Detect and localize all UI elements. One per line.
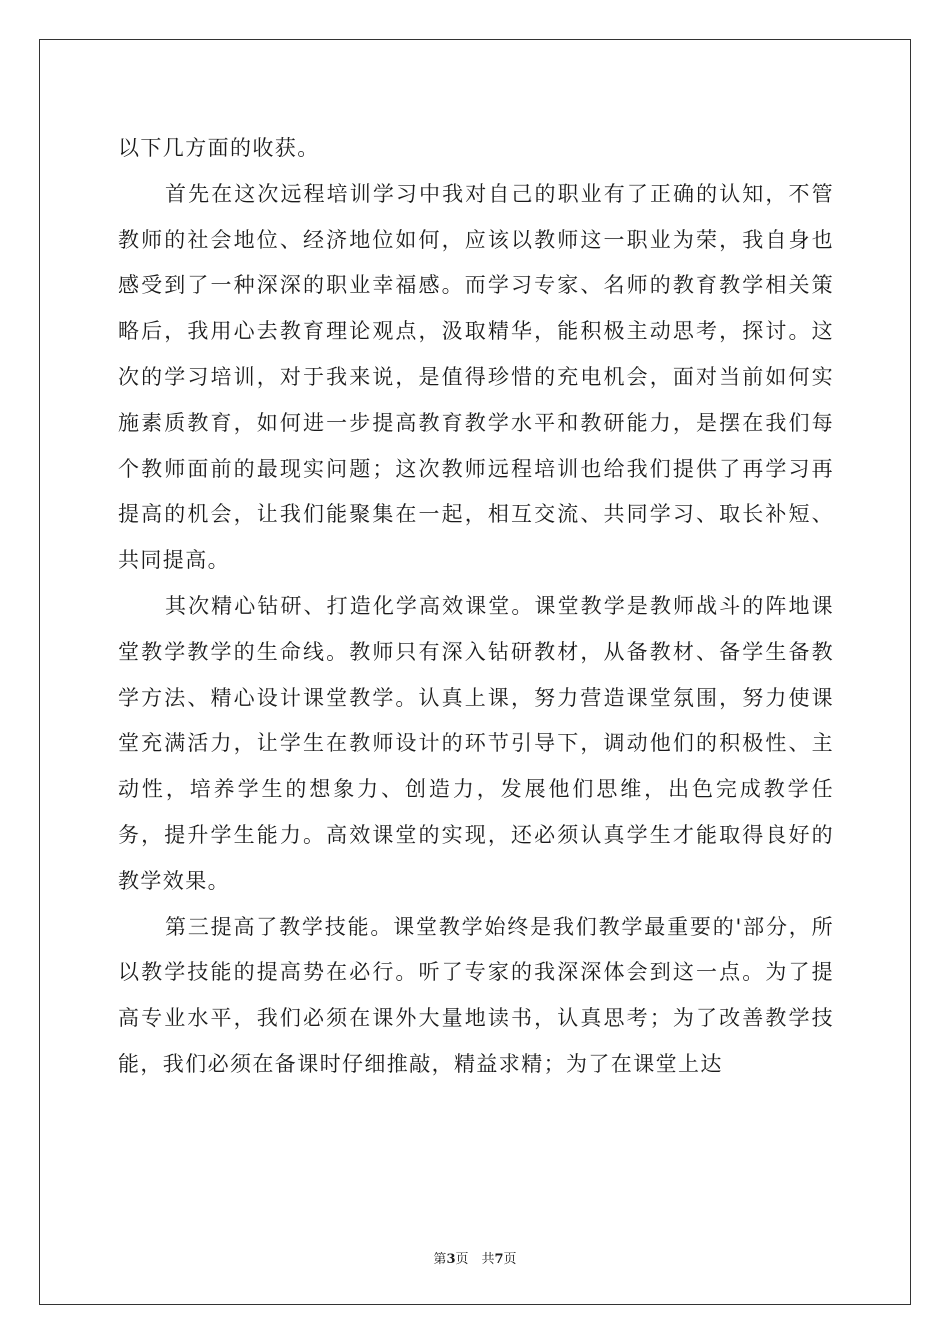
paragraph-3: 其次精心钻研、打造化学高效课堂。课堂教学是教师战斗的阵地课堂教学教学的生命线。教师只有深入钻研教材，从备教材、备学生备教学方法、精心设计课堂教学。认真上课，努力营造课堂氛围，努力使课堂充满活力，让学生在教师设计的环节引导下，调动他们的积极性、主动性，培养学生的想象力、创造力，发展他们思维，出色完成教学任务，提升学生能力。高效课堂的实现，还必须认真学生才能取得良好的教学效果。 (118, 593, 834, 893)
document-body (118, 126, 834, 1088)
page-footer (0, 1248, 950, 1267)
page-number-current: 3 (446, 1252, 456, 1267)
page-number-total: 7 (494, 1252, 504, 1267)
page-number-mid: 页 共 (455, 1252, 495, 1267)
paragraph-4: 第三提高了教学技能。课堂教学始终是我们教学最重要的'部分，所以教学技能的提高势在必行。听了专家的我深深体会到这一点。为了提高专业水平，我们必须在课外大量地读书，认真思考；为了改善教学技能，我们必须在备课时仔细推敲，精益求精；为了在课堂上达 (118, 914, 834, 1076)
page-number-suffix: 页 (503, 1252, 517, 1267)
page-number-prefix: 第 (433, 1252, 447, 1267)
paragraph-1: 以下几方面的收获。 (118, 136, 320, 160)
paragraph-2: 首先在这次远程培训学习中我对自己的职业有了正确的认知，不管教师的社会地位、经济地位如何，应该以教师这一职业为荣，我自身也感受到了一种深深的职业幸福感。而学习专家、名师的教育教学相关策略后，我用心去教育理论观点，汲取精华，能积极主动思考，探讨。这次的学习培训，对于我来说，是值得珍惜的充电机会，面对当前如何实施素质教育，如何进一步提高教育教学水平和教研能力，是摆在我们每个教师面前的最现实问题；这次教师远程培训也给我们提供了再学习再提高的机会，让我们能聚集在一起，相互交流、共同学习、取长补短、共同提高。 (118, 181, 834, 573)
